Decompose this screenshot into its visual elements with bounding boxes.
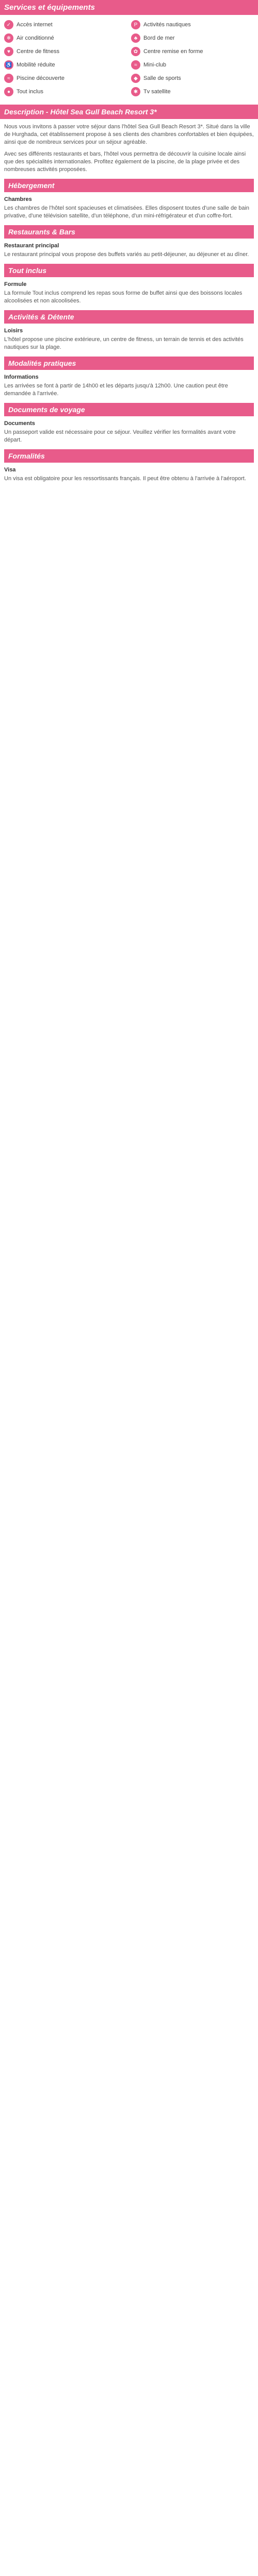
section-title: Documents de voyage [4,403,254,416]
check-icon: ✓ [4,20,13,29]
service-label: Piscine découverte [17,75,64,81]
section-text: Les chambres de l'hôtel sont spacieuses et climatisées. Elles disposent toutes d'une salle de bain privative, d'une télévision satellite, d'un téléphone, d'un mini-réfrigérateur et d'un coffre-fort. [4,205,250,219]
services-grid [0,15,258,101]
service-label: Mobilité réduite [17,62,55,68]
section [4,449,254,483]
section-text: Un visa est obligatoire pour les ressortissants français. Il peut être obtenu à l'arrivée à l'aéroport. [4,476,246,482]
section-heading: Chambres [4,196,32,202]
pool-icon: ≈ [4,74,13,83]
wifi-icon: ✱ [131,87,140,96]
service-label: Salle de sports [143,75,181,81]
section-text: L'hôtel propose une piscine extérieure, un centre de fitness, un terrain de tennis et des activités nautiques sur la plage. [4,336,244,350]
fitness-icon: ♥ [4,47,13,56]
services-title: Services et équipements [0,0,258,15]
wheelchair-icon: ♿ [4,60,13,70]
section [4,264,254,305]
service-label: Tout inclus [17,89,43,95]
description-p2: Avec ses différents restaurants et bars, l'hôtel vous permettra de découvrir la cuisine locale ainsi que des spécialités internationales. Profitez également de la piscine, de la plage privée et des nombreuses activités proposées. [4,151,246,173]
spa-icon: ✿ [131,47,140,56]
section-heading: Visa [4,467,16,473]
section-text: Le restaurant principal vous propose des buffets variés au petit-déjeuner, au déjeuner et au dîner. [4,251,249,258]
service-item [131,73,254,84]
service-label: Mini-club [143,62,167,68]
service-label: Centre remise en forme [143,48,203,55]
service-item [4,86,127,97]
section-heading: Loisirs [4,328,23,334]
section-text: Un passeport valide est nécessaire pour ce séjour. Veuillez vérifier les formalités avant votre départ. [4,429,236,443]
service-label: Accès internet [17,22,53,28]
page [0,0,258,491]
pool-icon: ≈ [131,60,140,70]
section [4,310,254,351]
section-title: Formalités [4,449,254,463]
section-text: Les arrivées se font à partir de 14h00 et les départs jusqu'à 12h00. Une caution peut être demandée à l'arrivée. [4,383,228,397]
service-item [4,46,127,57]
bar-icon: ♣ [131,33,140,43]
service-item [4,32,127,44]
description-body [0,119,258,491]
service-item [131,46,254,57]
service-label: Air conditionné [17,35,54,41]
section-text: La formule Tout inclus comprend les repas sous forme de buffet ainsi que des boissons locales alcoolisées et non alcoolisées. [4,290,243,304]
section-heading: Restaurant principal [4,243,59,249]
section-title: Activités & Détente [4,310,254,324]
service-item [4,73,127,84]
section [4,225,254,259]
service-item [4,59,127,71]
description-title: Description - Hôtel Sea Gull Beach Resort 3* [0,105,258,119]
service-label: Tv satellite [143,89,171,95]
section-heading: Documents [4,420,35,427]
salon-icon: ◆ [131,74,140,83]
section-heading: Informations [4,374,39,380]
section [4,357,254,398]
section [4,403,254,444]
sections [4,179,254,483]
service-item [131,32,254,44]
parking-icon: P [131,20,140,29]
section-title: Modalités pratiques [4,357,254,370]
service-item [131,86,254,97]
section [4,179,254,220]
description-intro: Nous vous invitons à passer votre séjour dans l'hôtel Sea Gull Beach Resort 3*. Situé dans la ville de Hurghada, cet établissement propose à ses clients des chambres confortables et bien équipées, ainsi que de nombreux services pour un séjour agréable. [4,124,254,145]
service-item [4,19,127,30]
service-item [131,19,254,30]
section-title: Hébergement [4,179,254,192]
service-label: Activités nautiques [143,22,191,28]
section-heading: Formule [4,281,27,287]
service-label: Bord de mer [143,35,175,41]
snow-icon: ❄ [4,33,13,43]
service-label: Centre de fitness [17,48,60,55]
section-title: Tout inclus [4,264,254,277]
service-item [131,59,254,71]
tennis-icon: ● [4,87,13,96]
section-title: Restaurants & Bars [4,225,254,239]
